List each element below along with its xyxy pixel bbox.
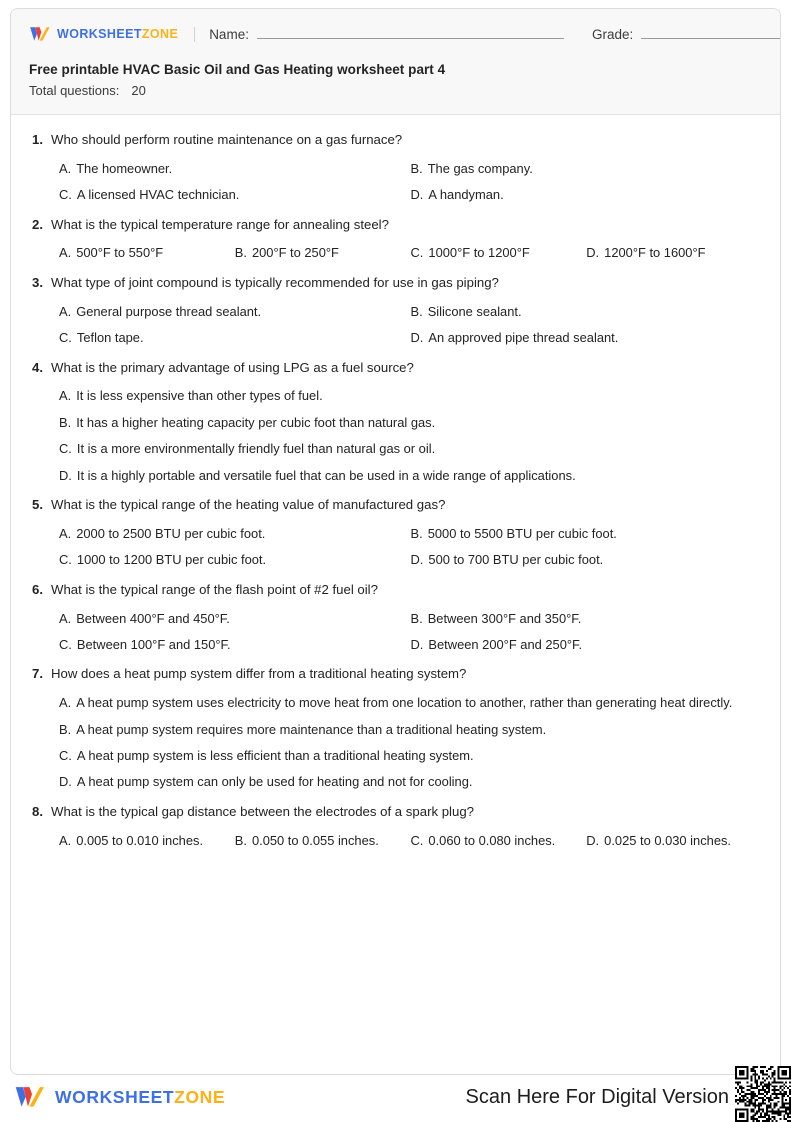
answer-option-inner: [59, 610, 411, 627]
option-letter: C.: [59, 552, 72, 568]
option-letter: C.: [410, 832, 424, 848]
option-letter: D.: [59, 467, 72, 483]
answer-option[interactable]: [586, 235, 762, 261]
option-letter: C.: [59, 636, 72, 652]
options-group: [29, 823, 762, 849]
option-text: A heat pump system requires more maintenance than a traditional heating system.: [76, 721, 547, 737]
question-text: What is the typical range of the heating value of manufactured gas?: [51, 497, 446, 513]
option-text: 1000°F to 1200°F: [428, 245, 530, 261]
option-letter: A.: [59, 245, 72, 261]
grade-label: Grade:: [591, 27, 634, 42]
answer-option[interactable]: [59, 177, 411, 203]
answer-option[interactable]: [411, 177, 763, 203]
answer-option-inner: [59, 467, 762, 484]
question-header: [29, 496, 762, 514]
answer-option-inner: [59, 694, 762, 711]
answer-option[interactable]: [411, 320, 763, 346]
grade-input-line[interactable]: [641, 26, 781, 39]
option-letter: C.: [59, 441, 72, 457]
answer-option-inner: [235, 832, 411, 849]
answer-option-inner: [59, 832, 235, 849]
option-text: 1000 to 1200 BTU per cubic foot.: [76, 552, 267, 568]
option-text: It is a highly portable and versatile fuel that can be used in a wide range of applications.: [76, 467, 576, 483]
answer-option-inner: [59, 160, 411, 177]
answer-option-inner: [59, 387, 762, 404]
option-text: Between 200°F and 250°F.: [428, 636, 583, 652]
brand-logo-footer: [14, 1085, 225, 1109]
option-letter: A.: [59, 160, 72, 176]
answer-option-inner: [586, 832, 762, 849]
total-questions-label: Total questions:: [29, 83, 120, 98]
option-letter: A.: [59, 610, 72, 626]
option-text: The gas company.: [427, 160, 533, 176]
answer-option[interactable]: [59, 151, 411, 177]
options-group: [29, 378, 762, 484]
answer-option[interactable]: [59, 294, 411, 320]
option-text: Between 300°F and 350°F.: [427, 610, 582, 626]
page-footer: [0, 1080, 793, 1122]
answer-option[interactable]: [411, 294, 763, 320]
option-letter: D.: [410, 636, 424, 652]
answer-option[interactable]: [411, 601, 763, 627]
option-text: 0.025 to 0.030 inches.: [604, 832, 732, 848]
option-text: A heat pump system uses electricity to move heat from one location to another, rather than generating heat directly.: [76, 695, 733, 711]
answer-option[interactable]: [59, 458, 762, 484]
answer-option-inner: [411, 832, 587, 849]
option-text: It has a higher heating capacity per cubic foot than natural gas.: [76, 414, 436, 430]
option-text: 2000 to 2500 BTU per cubic foot.: [76, 525, 266, 541]
answer-option[interactable]: [59, 764, 762, 790]
question-number: 2.: [32, 216, 43, 232]
answer-option[interactable]: [59, 235, 235, 261]
option-letter: A.: [59, 832, 72, 848]
answer-option[interactable]: [59, 601, 411, 627]
option-letter: C.: [59, 187, 72, 203]
answer-option[interactable]: [59, 627, 411, 653]
options-group: [29, 516, 762, 569]
answer-option[interactable]: [235, 823, 411, 849]
answer-option[interactable]: [235, 235, 411, 261]
option-text: The homeowner.: [76, 160, 173, 176]
question-number: 5.: [32, 497, 43, 513]
brand-word-zone: ZONE: [141, 27, 179, 41]
option-letter: B.: [410, 303, 423, 319]
option-letter: D.: [410, 330, 424, 346]
answer-option-inner: [411, 186, 763, 203]
question-text: What is the primary advantage of using LPG as a fuel source?: [51, 359, 414, 375]
question-header: [29, 803, 762, 821]
option-text: Between 100°F and 150°F.: [76, 636, 231, 652]
question-header: [29, 665, 762, 683]
worksheet-header: [11, 9, 780, 115]
option-letter: C.: [59, 748, 72, 764]
brand-text-header: [57, 27, 178, 41]
header-top-row: [29, 23, 762, 45]
question-number: 1.: [32, 132, 43, 147]
answer-option-inner: [59, 329, 411, 346]
name-label: Name:: [209, 27, 249, 42]
questions-list: [11, 115, 780, 849]
answer-option[interactable]: [59, 823, 235, 849]
grade-field[interactable]: [592, 26, 781, 42]
brand-text-footer: [55, 1087, 225, 1108]
option-text: An approved pipe thread sealant.: [428, 330, 619, 346]
option-text: A handyman.: [428, 187, 504, 203]
option-text: A licensed HVAC technician.: [76, 187, 240, 203]
answer-option[interactable]: [59, 685, 762, 711]
answer-option[interactable]: [59, 712, 762, 738]
answer-option-inner: [411, 525, 763, 542]
worksheet-title: Free printable HVAC Basic Oil and Gas Heating worksheet part 4: [29, 62, 446, 77]
header-divider: [194, 27, 195, 42]
option-letter: B.: [234, 832, 247, 848]
option-letter: D.: [586, 832, 600, 848]
answer-option[interactable]: [411, 151, 763, 177]
answer-option-inner: [59, 721, 762, 738]
question-number: 7.: [32, 666, 43, 682]
question-number: 4.: [32, 359, 43, 375]
option-text: Between 400°F and 450°F.: [76, 610, 230, 626]
question-text: What type of joint compound is typically recommended for use in gas piping?: [51, 274, 499, 290]
answer-option[interactable]: [59, 542, 411, 568]
question-number: 6.: [32, 581, 43, 597]
answer-option-inner: [59, 186, 411, 203]
options-group: [29, 685, 762, 791]
option-letter: B.: [410, 525, 423, 541]
answer-option[interactable]: [59, 431, 762, 457]
answer-option[interactable]: [59, 378, 762, 404]
options-group: [29, 235, 762, 261]
question-item: [29, 665, 762, 791]
name-field[interactable]: [209, 26, 564, 42]
answer-option[interactable]: [411, 235, 587, 261]
option-text: A heat pump system can only be used for heating and not for cooling.: [76, 774, 473, 790]
question-item: [29, 274, 762, 347]
worksheetzone-w-logo-icon: [14, 1085, 46, 1109]
answer-option[interactable]: [411, 542, 763, 568]
question-text: What is the typical temperature range for annealing steel?: [51, 216, 389, 232]
brand-word-zone: ZONE: [174, 1086, 226, 1107]
options-group: [29, 151, 762, 204]
option-text: 5000 to 5500 BTU per cubic foot.: [427, 525, 617, 541]
question-header: [29, 274, 762, 292]
answer-option[interactable]: [59, 738, 762, 764]
question-number: 3.: [32, 274, 43, 290]
scan-here-label: Scan Here For Digital Version: [465, 1086, 729, 1108]
option-text: 0.050 to 0.055 inches.: [251, 832, 379, 848]
option-text: It is a more environmentally friendly fuel than natural gas or oil.: [76, 441, 436, 457]
total-questions: [29, 83, 762, 98]
option-text: Teflon tape.: [76, 330, 144, 346]
answer-option[interactable]: [59, 320, 411, 346]
question-item: [29, 131, 762, 204]
brand-word-worksheet: WORKSHEET: [55, 1086, 175, 1107]
question-header: [29, 359, 762, 377]
option-letter: D.: [410, 187, 424, 203]
answer-option-inner: [59, 525, 411, 542]
option-text: It is less expensive than other types of fuel.: [76, 388, 323, 404]
option-text: 500 to 700 BTU per cubic foot.: [428, 552, 604, 568]
option-letter: B.: [410, 160, 423, 176]
option-letter: A.: [59, 388, 72, 404]
brand-logo-header: [29, 26, 178, 42]
option-text: General purpose thread sealant.: [76, 303, 262, 319]
answer-option[interactable]: [59, 405, 762, 431]
option-text: 0.005 to 0.010 inches.: [76, 832, 204, 848]
question-item: [29, 359, 762, 485]
option-letter: A.: [59, 525, 72, 541]
answer-option-inner: [59, 414, 762, 431]
answer-option[interactable]: [586, 823, 762, 849]
question-text: How does a heat pump system differ from a traditional heating system?: [51, 666, 467, 682]
answer-option-inner: [59, 551, 411, 568]
option-text: A heat pump system is less efficient than a traditional heating system.: [76, 748, 474, 764]
option-letter: B.: [59, 721, 72, 737]
question-item: [29, 803, 762, 849]
question-item: [29, 496, 762, 569]
qr-code-icon[interactable]: [735, 1066, 791, 1122]
question-text: What is the typical range of the flash point of #2 fuel oil?: [51, 581, 378, 597]
question-header: [29, 216, 762, 234]
option-letter: C.: [59, 330, 72, 346]
answer-option-inner: [59, 636, 411, 653]
question-item: [29, 581, 762, 654]
worksheet-card: [10, 8, 781, 1075]
answer-option-inner: [411, 303, 763, 320]
answer-option-inner: [411, 610, 763, 627]
name-input-line[interactable]: [257, 26, 564, 39]
answer-option-inner: [411, 160, 763, 177]
option-letter: D.: [586, 245, 600, 261]
option-letter: B.: [410, 610, 423, 626]
answer-option-inner: [411, 551, 763, 568]
answer-option-inner: [586, 244, 762, 261]
answer-option-inner: [59, 303, 411, 320]
option-letter: B.: [234, 245, 247, 261]
options-group: [29, 294, 762, 347]
answer-option-inner: [411, 636, 763, 653]
question-text: What is the typical gap distance between the electrodes of a spark plug?: [51, 803, 474, 819]
option-letter: A.: [59, 695, 72, 711]
option-text: Silicone sealant.: [427, 303, 522, 319]
answer-option-inner: [59, 773, 762, 790]
question-number: 8.: [32, 803, 43, 819]
option-text: 500°F to 550°F: [76, 245, 164, 261]
option-letter: B.: [59, 414, 72, 430]
answer-option[interactable]: [411, 823, 587, 849]
question-header: [29, 581, 762, 599]
brand-word-worksheet: WORKSHEET: [57, 27, 142, 41]
answer-option-inner: [59, 747, 762, 764]
option-letter: A.: [59, 303, 72, 319]
question-item: [29, 216, 762, 262]
question-header: [29, 131, 762, 149]
option-letter: C.: [410, 245, 424, 261]
options-group: [29, 601, 762, 654]
answer-option[interactable]: [411, 627, 763, 653]
question-text: Who should perform routine maintenance on a gas furnace?: [51, 132, 403, 147]
answer-option-inner: [411, 329, 763, 346]
worksheetzone-w-logo-icon: [29, 26, 51, 42]
option-text: 200°F to 250°F: [251, 245, 339, 261]
option-text: 0.060 to 0.080 inches.: [428, 832, 556, 848]
answer-option-inner: [235, 244, 411, 261]
answer-option-inner: [59, 440, 762, 457]
total-questions-value: 20: [131, 83, 146, 98]
answer-option-inner: [59, 244, 235, 261]
option-text: 1200°F to 1600°F: [604, 245, 706, 261]
option-letter: D.: [410, 552, 424, 568]
answer-option-inner: [411, 244, 587, 261]
option-letter: D.: [59, 774, 72, 790]
answer-option[interactable]: [59, 516, 411, 542]
answer-option[interactable]: [411, 516, 763, 542]
